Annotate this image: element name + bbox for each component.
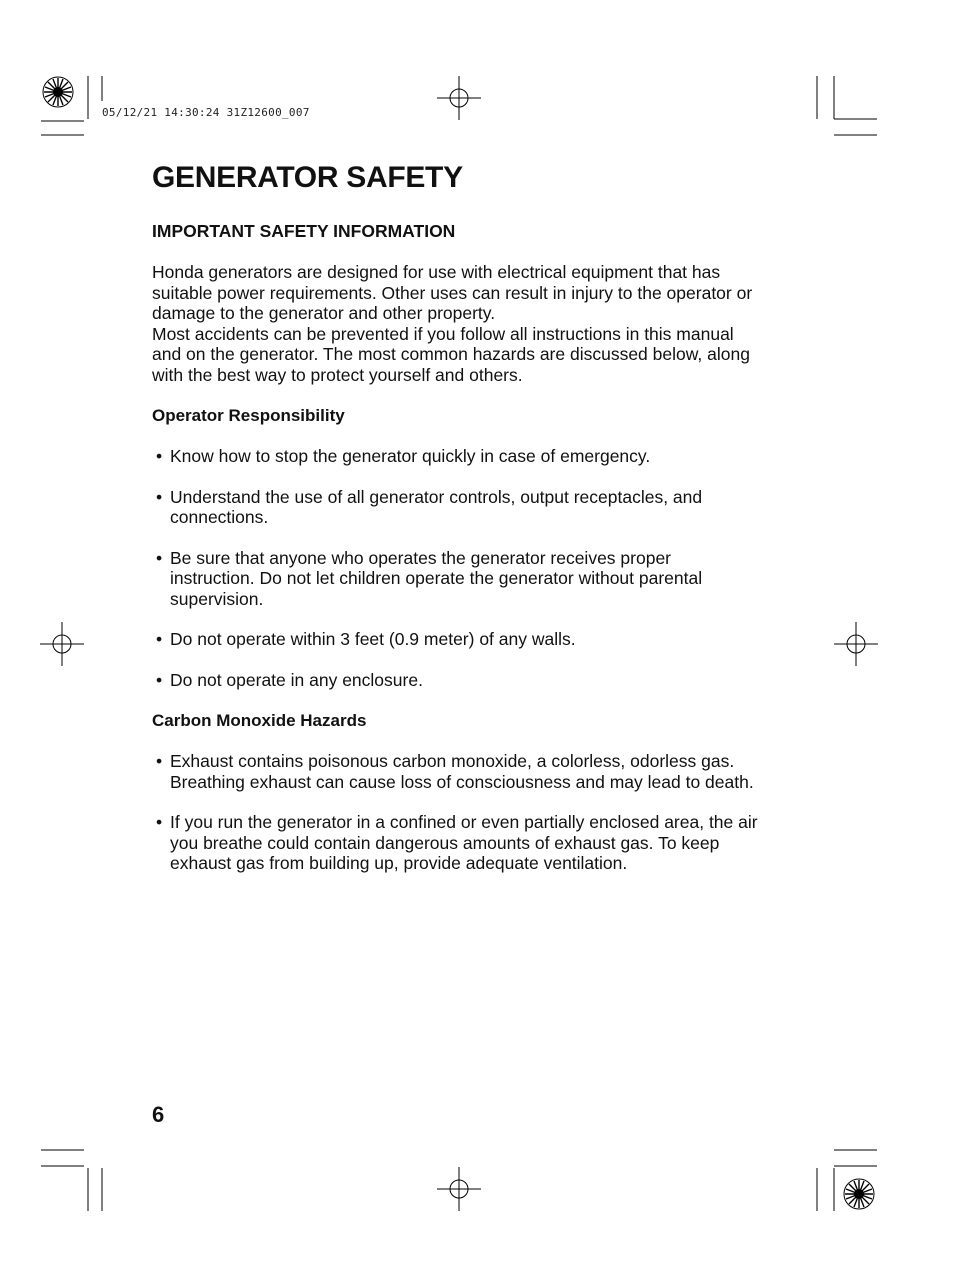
bullet-icon: • bbox=[156, 486, 163, 507]
list-item bbox=[156, 548, 736, 610]
page-content bbox=[152, 160, 792, 874]
intro-paragraph: Honda generators are designed for use with electrical equipment that has suitable power requirements. Other uses can result in injury to the operator or damage to the generator and other property. bbox=[152, 262, 753, 323]
co-heading: Carbon Monoxide Hazards bbox=[152, 711, 367, 730]
list-item bbox=[156, 446, 792, 467]
intro-paragraph: Most accidents can be prevented if you follow all instructions in this manual and on the generator. The most common hazards are discussed below, along with the best way to protect yourself and others. bbox=[152, 323, 750, 385]
list-item bbox=[156, 670, 792, 691]
bullet-icon: • bbox=[156, 446, 163, 466]
print-stamp: 05/12/21 14:30:24 31Z12600_007 bbox=[102, 106, 310, 119]
starburst-icon bbox=[844, 1179, 874, 1209]
list-item-text: Exhaust contains poisonous carbon monoxide, a colorless, odorless gas. Breathing exhaust can cause loss of consciousness and may lead to death. bbox=[170, 751, 754, 792]
list-item-text: Do not operate within 3 feet (0.9 meter) of any walls. bbox=[170, 629, 576, 649]
bullet-icon: • bbox=[156, 547, 163, 568]
list-item-text: Do not operate in any enclosure. bbox=[170, 669, 423, 690]
list-item bbox=[156, 629, 792, 650]
operator-heading: Operator Responsibility bbox=[152, 406, 345, 425]
list-item bbox=[156, 751, 756, 792]
list-item-text: Know how to stop the generator quickly in case of emergency. bbox=[170, 446, 651, 466]
list-item bbox=[156, 487, 736, 528]
bullet-icon: • bbox=[156, 669, 163, 690]
list-item bbox=[156, 812, 781, 874]
list-item-text: Understand the use of all generator controls, output receptacles, and connections. bbox=[170, 486, 703, 527]
bullet-icon: • bbox=[156, 812, 163, 832]
section-title: IMPORTANT SAFETY INFORMATION bbox=[152, 221, 456, 241]
bullet-icon: • bbox=[156, 629, 163, 649]
bullet-icon: • bbox=[156, 751, 163, 771]
list-item-text: If you run the generator in a confined or even partially enclosed area, the air you breathe could contain dangerous amounts of exhaust gas. To keep exhaust gas from building up, provide adequate ventilation. bbox=[170, 812, 758, 873]
page-number: 6 bbox=[152, 1102, 165, 1127]
page-title: GENERATOR SAFETY bbox=[152, 161, 463, 194]
starburst-icon bbox=[43, 77, 73, 107]
list-item-text: Be sure that anyone who operates the generator receives proper instruction. Do not let children operate the generator without parental supervision. bbox=[170, 547, 703, 609]
